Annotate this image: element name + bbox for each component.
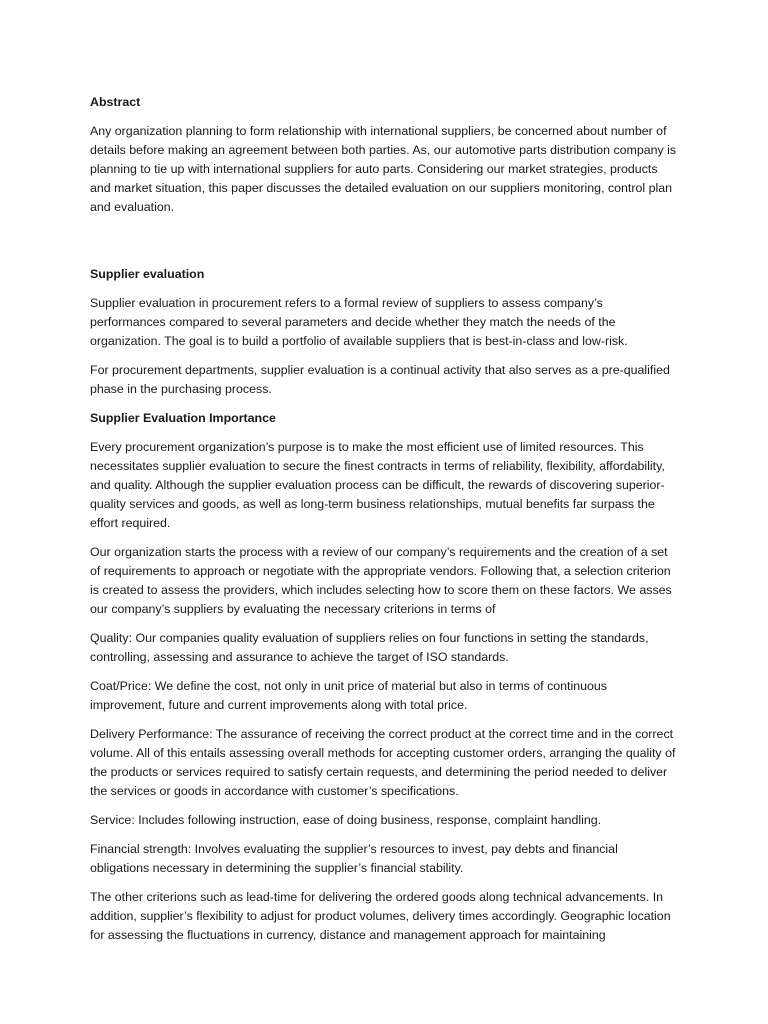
delivery-performance-criterion: Delivery Performance: The assurance of receiving the correct product at the correct time and in the correct volume. All of this entails assessing overall methods for accepting customer orders, arranging the quality of the products or services required to satisfy certain requests, and determining the period needed to deliver the services or goods in accordance with customer’s specifications. — [90, 727, 676, 798]
cost-price-criterion: Coat/Price: We define the cost, not only in unit price of material but also in terms of continuous improvement, future and current improvements along with total price. — [90, 679, 608, 712]
financial-strength-criterion: Financial strength: Involves evaluating the supplier’s resources to invest, pay debts and financial obligations necessary in determining the supplier’s financial stability. — [90, 842, 618, 875]
importance-heading: Supplier Evaluation Importance — [90, 411, 276, 425]
abstract-paragraph: Any organization planning to form relationship with international suppliers, be concerned about number of details before making an agreement between both parties. As, our automotive parts distribution company is planning to tie up with international suppliers for auto parts. Considering our market strategies, products and market situation, this paper discusses the detailed evaluation on our suppliers monitoring, control plan and evaluation. — [90, 124, 677, 214]
section-spacer — [90, 227, 678, 265]
abstract-heading: Abstract — [90, 95, 141, 109]
service-criterion: Service: Includes following instruction, ease of doing business, response, complaint handling. — [90, 813, 602, 827]
importance-paragraph-1: Every procurement organization’s purpose is to make the most efficient use of limited resources. This necessitates supplier evaluation to secure the finest contracts in terms of reliability, flexibility, affordability, and quality. Although the supplier evaluation process can be difficult, the rewards of discovering superior-quality services and goods, as well as long-term business relationships, mutual benefits far surpass the effort required. — [90, 440, 665, 530]
quality-criterion: Quality: Our companies quality evaluation of suppliers relies on four functions in setting the standards, controlling, assessing and assurance to achieve the target of ISO standards. — [90, 631, 649, 664]
supplier-evaluation-heading: Supplier evaluation — [90, 267, 205, 281]
importance-paragraph-2: Our organization starts the process with a review of our company’s requirements and the creation of a set of requirements to approach or negotiate with the appropriate vendors. Following that, a selection criterion is created to assess the providers, which includes selecting how to score them on these factors. We asses our company’s suppliers by evaluating the necessary criterions in terms of — [90, 545, 672, 616]
other-criterions-paragraph: The other criterions such as lead-time for delivering the ordered goods along technical advancements. In addition, supplier’s flexibility to adjust for product volumes, delivery times accordingly. Geographic location for assessing the fluctuations in currency, distance and management approach for maintaining — [90, 890, 671, 942]
supplier-evaluation-paragraph-1: Supplier evaluation in procurement refers to a formal review of suppliers to assess company’s performances compared to several parameters and decide whether they match the needs of the organization. The goal is to build a portfolio of available suppliers that is best-in-class and low-risk. — [90, 296, 628, 348]
document-body — [90, 93, 678, 955]
supplier-evaluation-paragraph-2: For procurement departments, supplier evaluation is a continual activity that also serves as a pre-qualified phase in the purchasing process. — [90, 363, 670, 396]
